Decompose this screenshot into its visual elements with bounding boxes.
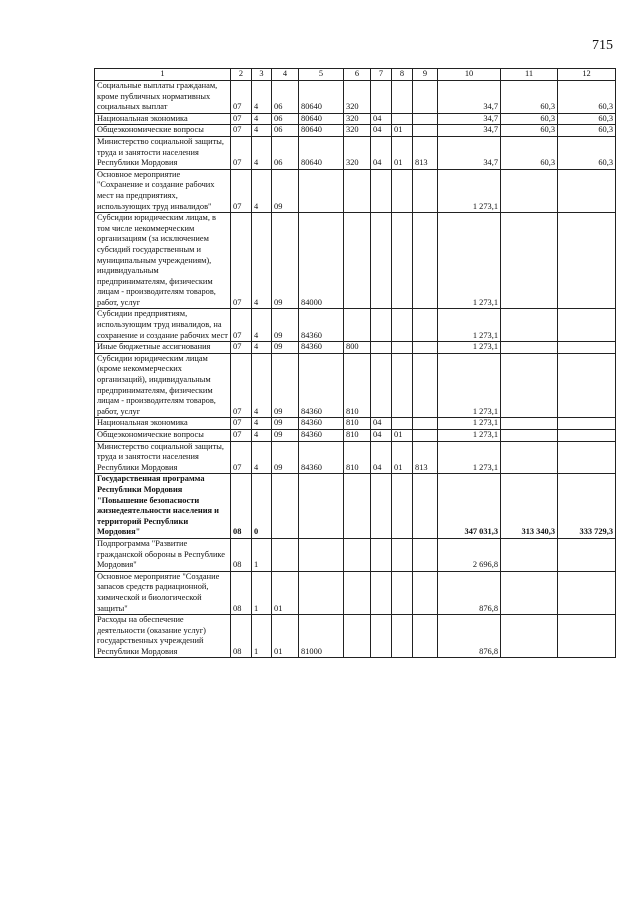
row-name: Субсидии юридическим лицам, в том числе некоммерческим организациям (за исключением субсидий государственным и муниципальным учреждениям), индивидуальным предпринимателям, физическим лицам - производителям товаров, работ, услуг [95,213,231,309]
ministry-code-cell [413,538,438,571]
expense-type-code-cell: 810 [344,441,371,474]
subsection-code-cell [392,342,413,354]
subsection-code-cell [392,213,413,309]
expense-type-code-cell [344,615,371,658]
row-name: Основное мероприятие "Создание запасов средств радиационной, химической и биологической защиты" [95,571,231,614]
program-code-cell: 07 [231,441,252,474]
row-name: Министерство социальной защиты, труда и занятости населения Республики Мордовия [95,136,231,169]
amount-year-1-cell: 876,8 [438,571,501,614]
subprogram-code-cell: 1 [252,571,272,614]
table-row [95,430,616,442]
table-row [95,136,616,169]
direction-code-cell: 81000 [299,615,344,658]
subprogram-code-cell: 4 [252,125,272,137]
subsection-code-cell: 01 [392,125,413,137]
activity-code-cell [272,538,299,571]
program-code-cell: 08 [231,571,252,614]
program-code-cell: 07 [231,213,252,309]
activity-code-cell: 09 [272,418,299,430]
page-number: 715 [592,38,613,53]
expense-type-code-cell: 320 [344,113,371,125]
direction-code-cell: 80640 [299,113,344,125]
subprogram-code-cell: 4 [252,81,272,114]
direction-code-cell: 84360 [299,309,344,342]
ministry-code-cell [413,113,438,125]
table-row [95,342,616,354]
program-code-cell: 07 [231,309,252,342]
subprogram-code-cell: 4 [252,169,272,212]
expense-type-code-cell [344,474,371,539]
subprogram-code-cell: 4 [252,136,272,169]
amount-year-3-cell: 60,3 [558,81,616,114]
subprogram-code-cell: 4 [252,113,272,125]
section-code-cell [371,81,392,114]
amount-year-3-cell: 333 729,3 [558,474,616,539]
ministry-code-cell [413,418,438,430]
amount-year-3-cell [558,353,616,418]
subsection-code-cell [392,538,413,571]
table-row [95,474,616,539]
amount-year-3-cell: 60,3 [558,125,616,137]
amount-year-1-cell: 1 273,1 [438,353,501,418]
table-row [95,213,616,309]
table-row [95,418,616,430]
ministry-code-cell [413,81,438,114]
amount-year-2-cell: 60,3 [501,136,558,169]
section-code-cell [371,615,392,658]
ministry-code-cell [413,169,438,212]
expense-type-code-cell [344,571,371,614]
activity-code-cell: 09 [272,430,299,442]
subprogram-code-cell: 4 [252,342,272,354]
subprogram-code-cell: 0 [252,474,272,539]
amount-year-1-cell: 347 031,3 [438,474,501,539]
expense-type-code-cell: 320 [344,125,371,137]
program-code-cell: 08 [231,538,252,571]
column-header: 2 [231,69,252,81]
program-code-cell: 08 [231,474,252,539]
expense-type-code-cell: 320 [344,81,371,114]
program-code-cell: 07 [231,353,252,418]
amount-year-3-cell [558,342,616,354]
section-code-cell: 04 [371,418,392,430]
direction-code-cell: 84360 [299,418,344,430]
section-code-cell [371,474,392,539]
amount-year-3-cell [558,538,616,571]
amount-year-3-cell [558,615,616,658]
direction-code-cell: 84360 [299,342,344,354]
table-row [95,353,616,418]
subprogram-code-cell: 4 [252,418,272,430]
amount-year-2-cell [501,441,558,474]
subsection-code-cell: 01 [392,430,413,442]
table-row [95,571,616,614]
ministry-code-cell [413,125,438,137]
amount-year-1-cell: 2 696,8 [438,538,501,571]
program-code-cell: 07 [231,430,252,442]
table-row [95,538,616,571]
activity-code-cell: 06 [272,125,299,137]
amount-year-3-cell [558,213,616,309]
section-code-cell [371,169,392,212]
table-row [95,441,616,474]
amount-year-1-cell: 1 273,1 [438,342,501,354]
row-name: Национальная экономика [95,418,231,430]
direction-code-cell [299,474,344,539]
subprogram-code-cell: 1 [252,615,272,658]
budget-table [94,68,616,658]
ministry-code-cell [413,309,438,342]
column-header: 12 [558,69,616,81]
amount-year-2-cell [501,538,558,571]
subsection-code-cell [392,571,413,614]
amount-year-1-cell: 876,8 [438,615,501,658]
ministry-code-cell: 813 [413,136,438,169]
amount-year-1-cell: 1 273,1 [438,213,501,309]
direction-code-cell: 80640 [299,81,344,114]
subprogram-code-cell: 4 [252,213,272,309]
expense-type-code-cell [344,538,371,571]
amount-year-1-cell: 34,7 [438,113,501,125]
activity-code-cell: 09 [272,309,299,342]
amount-year-3-cell [558,309,616,342]
subsection-code-cell: 01 [392,136,413,169]
subsection-code-cell [392,81,413,114]
direction-code-cell: 84360 [299,353,344,418]
expense-type-code-cell: 800 [344,342,371,354]
amount-year-2-cell [501,615,558,658]
direction-code-cell: 84000 [299,213,344,309]
activity-code-cell: 01 [272,571,299,614]
row-name: Субсидии юридическим лицам (кроме некоммерческих организаций), индивидуальным предпринимателям, физическим лицам - производителям товаров, работ, услуг [95,353,231,418]
expense-type-code-cell [344,309,371,342]
table-row [95,81,616,114]
row-name: Социальные выплаты гражданам, кроме публичных нормативных социальных выплат [95,81,231,114]
amount-year-1-cell: 1 273,1 [438,169,501,212]
expense-type-code-cell: 320 [344,136,371,169]
subprogram-code-cell: 1 [252,538,272,571]
amount-year-3-cell [558,430,616,442]
activity-code-cell: 06 [272,81,299,114]
section-code-cell: 04 [371,125,392,137]
amount-year-3-cell [558,441,616,474]
section-code-cell [371,342,392,354]
subsection-code-cell [392,474,413,539]
amount-year-1-cell: 1 273,1 [438,418,501,430]
program-code-cell: 07 [231,342,252,354]
row-name: Расходы на обеспечение деятельности (оказание услуг) государственных учреждений Республики Мордовия [95,615,231,658]
ministry-code-cell [413,571,438,614]
section-code-cell [371,353,392,418]
column-header: 4 [272,69,299,81]
ministry-code-cell: 813 [413,441,438,474]
subprogram-code-cell: 4 [252,441,272,474]
amount-year-2-cell [501,309,558,342]
row-name: Министерство социальной защиты, труда и занятости населения Республики Мордовия [95,441,231,474]
row-name: Подпрограмма "Развитие гражданской обороны в Республике Мордовия" [95,538,231,571]
column-header: 8 [392,69,413,81]
amount-year-3-cell: 60,3 [558,113,616,125]
activity-code-cell: 09 [272,213,299,309]
amount-year-1-cell: 34,7 [438,136,501,169]
subsection-code-cell [392,353,413,418]
section-code-cell [371,213,392,309]
ministry-code-cell [413,213,438,309]
column-header: 9 [413,69,438,81]
amount-year-2-cell [501,430,558,442]
amount-year-2-cell: 60,3 [501,113,558,125]
table-row [95,615,616,658]
section-code-cell: 04 [371,136,392,169]
column-header: 6 [344,69,371,81]
row-name: Общеэкономические вопросы [95,430,231,442]
column-header: 5 [299,69,344,81]
table-header-row [95,69,616,81]
amount-year-3-cell [558,418,616,430]
expense-type-code-cell: 810 [344,418,371,430]
amount-year-2-cell [501,418,558,430]
section-code-cell: 04 [371,113,392,125]
subsection-code-cell [392,615,413,658]
column-header: 1 [95,69,231,81]
row-name: Субсидии предприятиям, использующим труд инвалидов, на сохранение и создание рабочих мест [95,309,231,342]
activity-code-cell: 09 [272,342,299,354]
amount-year-2-cell [501,571,558,614]
expense-type-code-cell: 810 [344,430,371,442]
activity-code-cell: 09 [272,441,299,474]
section-code-cell [371,538,392,571]
row-name: Национальная экономика [95,113,231,125]
activity-code-cell: 09 [272,169,299,212]
amount-year-2-cell [501,342,558,354]
amount-year-3-cell [558,571,616,614]
expense-type-code-cell [344,169,371,212]
table-row [95,125,616,137]
row-name: Государственная программа Республики Мордовия "Повышение безопасности жизнедеятельности населения и территорий Республики Мордовия" [95,474,231,539]
activity-code-cell: 09 [272,353,299,418]
direction-code-cell: 80640 [299,125,344,137]
amount-year-2-cell: 60,3 [501,81,558,114]
amount-year-2-cell [501,213,558,309]
ministry-code-cell [413,342,438,354]
direction-code-cell [299,571,344,614]
amount-year-2-cell: 313 340,3 [501,474,558,539]
column-header: 10 [438,69,501,81]
ministry-code-cell [413,430,438,442]
activity-code-cell: 01 [272,615,299,658]
direction-code-cell [299,169,344,212]
program-code-cell: 07 [231,81,252,114]
table-row [95,169,616,212]
section-code-cell: 04 [371,441,392,474]
direction-code-cell: 84360 [299,441,344,474]
amount-year-1-cell: 34,7 [438,125,501,137]
ministry-code-cell [413,353,438,418]
section-code-cell [371,309,392,342]
amount-year-1-cell: 34,7 [438,81,501,114]
row-name: Иные бюджетные ассигнования [95,342,231,354]
ministry-code-cell [413,615,438,658]
subprogram-code-cell: 4 [252,309,272,342]
direction-code-cell: 84360 [299,430,344,442]
subsection-code-cell [392,418,413,430]
amount-year-1-cell: 1 273,1 [438,441,501,474]
subprogram-code-cell: 4 [252,430,272,442]
amount-year-3-cell [558,169,616,212]
table-row [95,113,616,125]
program-code-cell: 07 [231,136,252,169]
table-row [95,309,616,342]
row-name: Общеэкономические вопросы [95,125,231,137]
subsection-code-cell [392,309,413,342]
program-code-cell: 07 [231,113,252,125]
expense-type-code-cell [344,213,371,309]
activity-code-cell [272,474,299,539]
amount-year-2-cell [501,353,558,418]
amount-year-1-cell: 1 273,1 [438,430,501,442]
expense-type-code-cell: 810 [344,353,371,418]
amount-year-1-cell: 1 273,1 [438,309,501,342]
column-header: 7 [371,69,392,81]
amount-year-2-cell: 60,3 [501,125,558,137]
program-code-cell: 07 [231,169,252,212]
column-header: 11 [501,69,558,81]
column-header: 3 [252,69,272,81]
amount-year-2-cell [501,169,558,212]
row-name: Основное мероприятие "Сохранение и создание рабочих мест на предприятиях, использующих труд инвалидов" [95,169,231,212]
program-code-cell: 07 [231,125,252,137]
subsection-code-cell [392,113,413,125]
direction-code-cell [299,538,344,571]
subsection-code-cell: 01 [392,441,413,474]
direction-code-cell: 80640 [299,136,344,169]
program-code-cell: 08 [231,615,252,658]
activity-code-cell: 06 [272,136,299,169]
program-code-cell: 07 [231,418,252,430]
section-code-cell: 04 [371,430,392,442]
amount-year-3-cell: 60,3 [558,136,616,169]
ministry-code-cell [413,474,438,539]
section-code-cell [371,571,392,614]
subprogram-code-cell: 4 [252,353,272,418]
activity-code-cell: 06 [272,113,299,125]
subsection-code-cell [392,169,413,212]
